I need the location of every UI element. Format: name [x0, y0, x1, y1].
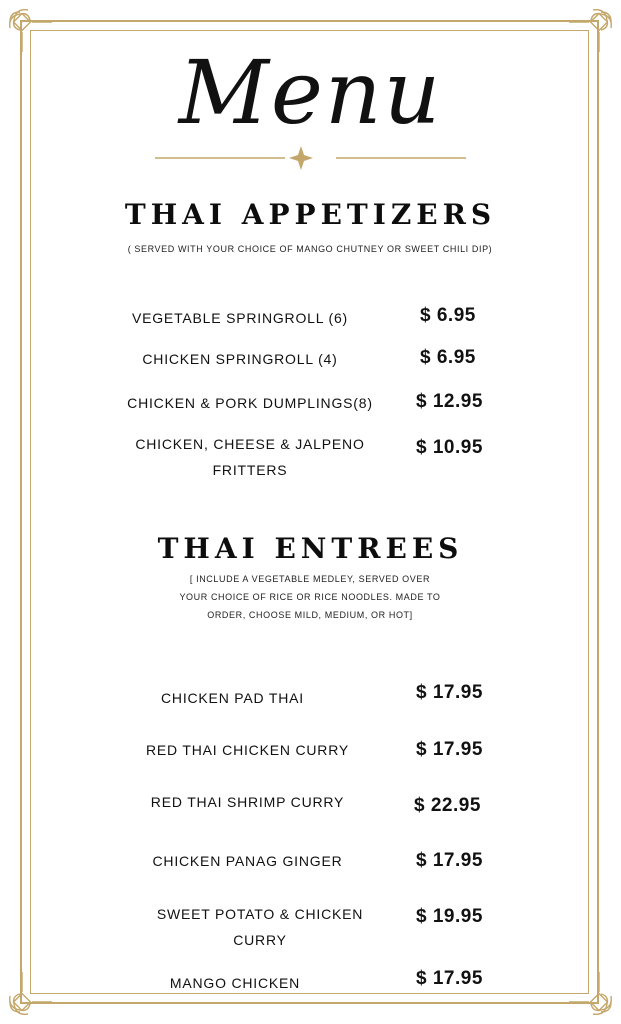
corner-ornament-icon	[559, 962, 615, 1018]
section-heading-appetizers: THAI APPETIZERS	[124, 198, 497, 231]
menu-item-price: $ 17.95	[416, 968, 483, 989]
menu-item-price: $ 17.95	[416, 739, 483, 760]
menu-item-name: SWEET POTATO & CHICKEN CURRY	[156, 906, 364, 948]
menu-item-name: VEGETABLE SPRINGROLL (6)	[131, 310, 349, 326]
menu-item-price: $ 6.95	[420, 347, 476, 368]
menu-item-name: CHICKEN PANAG GINGER	[152, 853, 343, 869]
menu-item-price: $ 12.95	[416, 391, 483, 412]
menu-item-price: $ 19.95	[416, 906, 483, 927]
star-divider-icon	[155, 146, 466, 170]
menu-item-name: CHICKEN SPRINGROLL (4)	[142, 351, 338, 367]
menu-item-price: $ 22.95	[414, 795, 481, 816]
menu-item-price: $ 10.95	[416, 437, 483, 458]
menu-item-price: $ 6.95	[420, 305, 476, 326]
entrees-note: [ INCLUDE A VEGETABLE MEDLEY, SERVED OVER YOUR CHOICE OF RICE OR RICE NOODLES. MADE TO ORDER, CHOOSE MILD, MEDIUM, OR HOT]	[179, 574, 441, 620]
menu-item-name: RED THAI SHRIMP CURRY	[150, 794, 345, 810]
menu-item-price: $ 17.95	[416, 850, 483, 871]
menu-item-name: RED THAI CHICKEN CURRY	[146, 742, 349, 758]
menu-item-name: MANGO CHICKEN	[169, 975, 301, 991]
appetizers-note: ( SERVED WITH YOUR CHOICE OF MANGO CHUTNEY OR SWEET CHILI DIP)	[127, 244, 493, 254]
corner-ornament-icon	[6, 962, 62, 1018]
menu-item-name: CHICKEN, CHEESE & JALPENO FRITTERS	[135, 436, 365, 478]
menu-item-price: $ 17.95	[416, 682, 483, 703]
menu-item-name: CHICKEN & PORK DUMPLINGS(8)	[127, 395, 373, 411]
menu-item-name: CHICKEN PAD THAI	[161, 690, 304, 706]
section-heading-entrees: THAI ENTREES	[157, 532, 464, 565]
menu-title: Menu	[178, 41, 443, 144]
